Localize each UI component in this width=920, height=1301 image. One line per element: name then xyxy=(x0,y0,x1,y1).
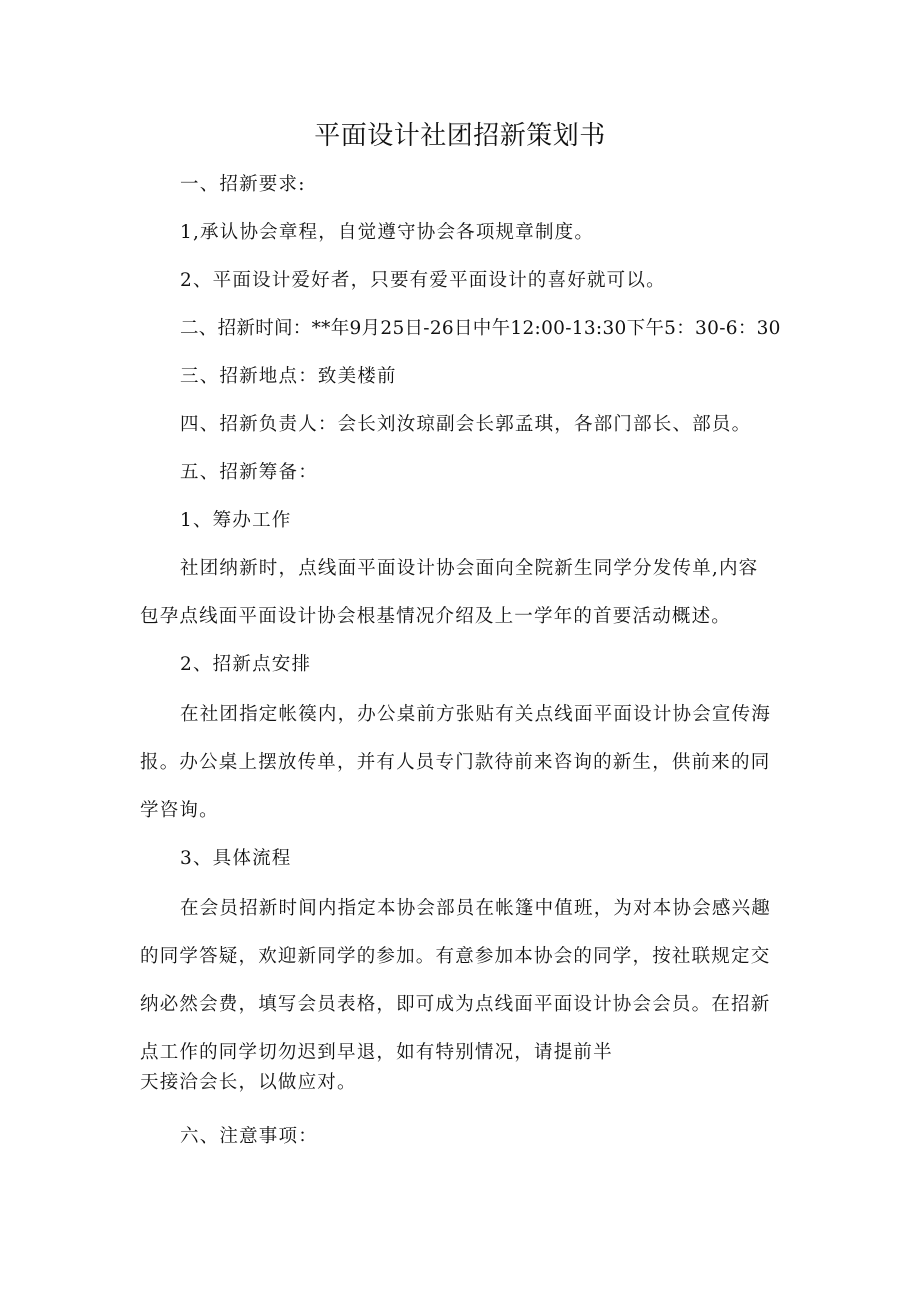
requirement-item-2: 2、平面设计爱好者，只要有爱平面设计的喜好就可以。 xyxy=(180,270,666,291)
section-heading-responsible: 四、招新负责人：会长刘汝琼副会长郭孟琪，各部门部长、部员。 xyxy=(180,414,752,435)
requirement-item-1: 1,承认协会章程，自觉遵守协会各项规章制度。 xyxy=(180,222,595,243)
paragraph-line: 报。办公桌上摆放传单，并有人员专门款待前来咨询的新生，供前来的同 xyxy=(140,752,771,773)
document-title: 平面设计社团招新策划书 xyxy=(314,121,606,151)
section-heading-location: 三、招新地点：致美楼前 xyxy=(180,366,397,387)
paragraph-line: 在社团指定帐篌内，办公桌前方张贴有关点线面平面设计协会宣传海 xyxy=(180,704,772,725)
subsection-heading-organizing: 1、筹办工作 xyxy=(180,510,292,531)
section-heading-preparation: 五、招新筹备： xyxy=(180,462,318,483)
section-heading-time: 二、招新时间：**年9月25日-26日中午12:00-13:30下午5：30-6：30 xyxy=(180,318,781,339)
subsection-heading-arrangement: 2、招新点安排 xyxy=(180,654,312,675)
paragraph-line: 在会员招新时间内指定本协会部员在帐篷中值班，为对本协会感兴趣 xyxy=(180,898,772,919)
paragraph-line: 包孕点线面平面设计协会根基情况介绍及上一学年的首要活动概述。 xyxy=(140,606,732,627)
paragraph-line: 社团纳新时，点线面平面设计协会面向全院新生同学分发传单,内容 xyxy=(180,558,759,579)
paragraph-line: 纳必然会费，填写会员表格，即可成为点线面平面设计协会会员。在招新 xyxy=(140,994,771,1015)
section-heading-requirements: 一、招新要求: xyxy=(180,174,306,195)
paragraph-line: 点工作的同学切勿迟到早退，如有特别情况，请提前半 xyxy=(140,1042,613,1063)
subsection-heading-process: 3、具体流程 xyxy=(180,848,292,869)
paragraph-line: 的同学答疑，欢迎新同学的参加。有意参加本协会的同学，按社联规定交 xyxy=(140,946,771,967)
section-heading-notes: 六、注意事项： xyxy=(180,1126,318,1147)
paragraph-line: 学咨询。 xyxy=(140,800,219,821)
paragraph-line: 天接洽会长，以做应对。 xyxy=(140,1072,357,1093)
